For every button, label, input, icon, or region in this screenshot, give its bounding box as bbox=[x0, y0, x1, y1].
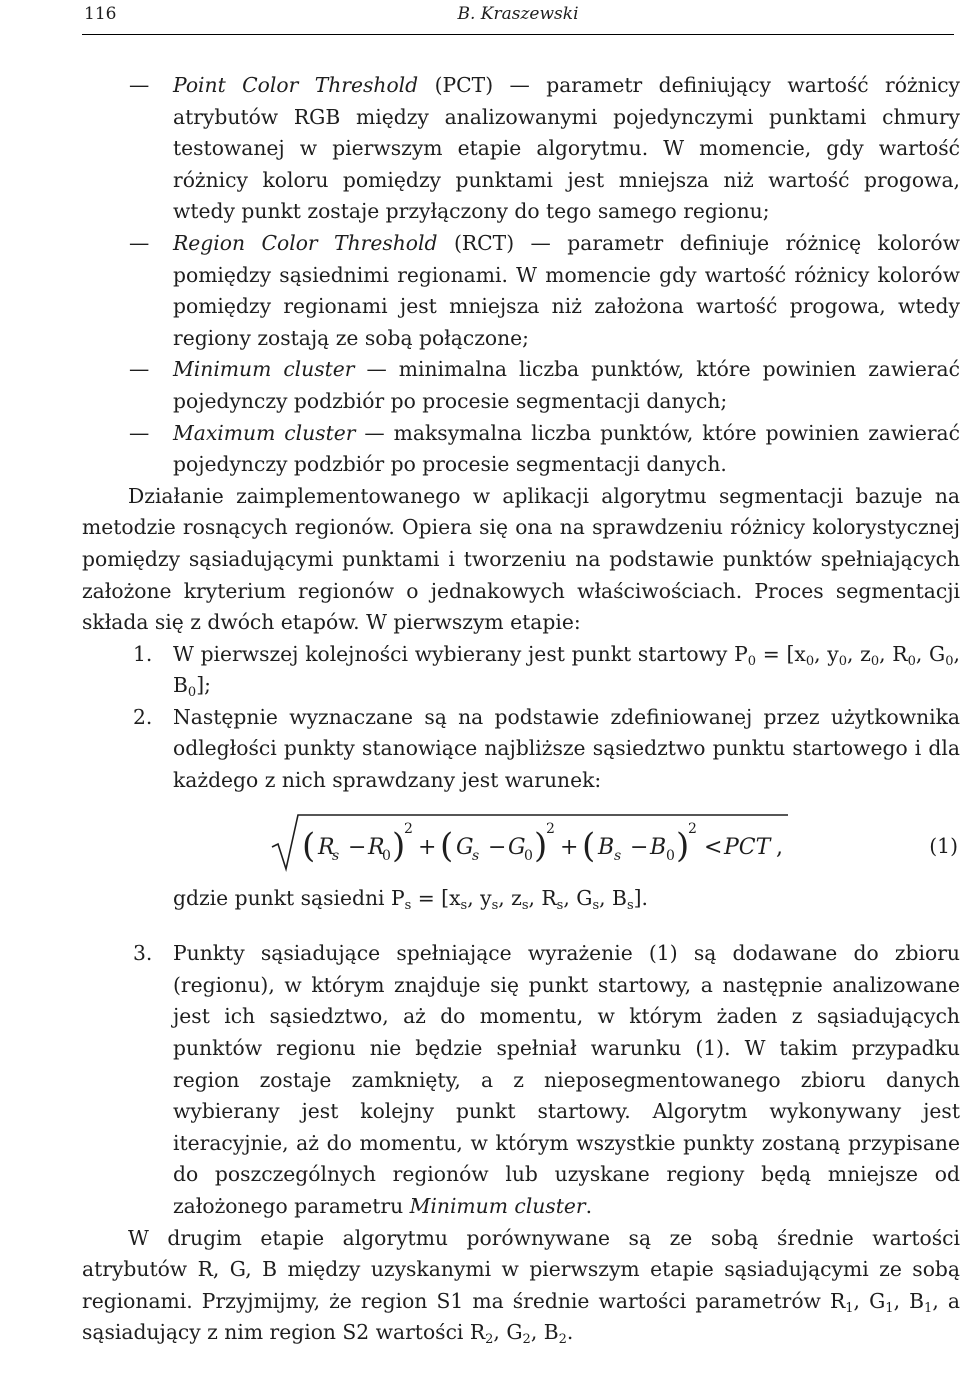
list-item: 1. W pierwszej kolejności wybierany jest punkt startowy $P_0 = [x_0$, $y_0$, $z_0$, $R_0$, $G_0$, $B_0$]; bbox=[133, 641, 960, 701]
equation-note: gdzie punkt sąsiedni $P_s = [x_s$, $y_s$, $z_s$, $R_s$, $G_s$, $B_s$]. bbox=[173, 885, 648, 913]
paragraph: Działanie zaimplementowanego w aplikacji algorytmu segmentacji bazuje na metodzie rosnących regionów. Opiera się ona na sprawdzeniu różnicy kolorystycznej pomiędzy sąsiadującymi punktami i tworzeniu na podstawie punktów spełniających założone kryterium regionów o jednakowych właściwościach. Proces segmentacji składa się z dwóch etapów. W pierwszym etapie: bbox=[82, 483, 960, 635]
svg-text:,: , bbox=[776, 834, 783, 860]
definition-term: Region Color Threshold bbox=[173, 230, 438, 255]
svg-text:): ) bbox=[392, 825, 406, 866]
definition-item: — Point Color Threshold (PCT) — parametr definiujący wartość różnicy atrybutów RGB między analizowanymi pojedynczymi punktami chmury testowanej w pierwszym etapie algorytmu. W momencie, gdy wartość różnicy koloru pomiędzy punktami jest mniejsza niż wartość progowa, wtedy punkt zostaje przyłączony do tego samego regionu; bbox=[129, 73, 960, 224]
definition-text: — minimalna liczba punktów, które powinien zawierać pojedynczy podzbiór po procesie segmentacji danych; bbox=[173, 357, 960, 413]
svg-text:s: s bbox=[472, 847, 480, 864]
definition-item: — Maximum cluster — maksymalna liczba punktów, które powinien zawierać pojedynczy podzbiór po procesie segmentacji danych. bbox=[129, 420, 960, 477]
equation-number: (1) bbox=[929, 833, 958, 858]
definition-term: Point Color Threshold bbox=[173, 73, 419, 97]
equation bbox=[270, 811, 790, 877]
list-item: 2. Następnie wyznaczane są na podstawie zdefiniowanej przez użytkownika odległości punkty stanowiące najbliższe sąsiedztwo punktu startowego i dla każdego z nich sprawdzany jest warunek: bbox=[133, 704, 960, 793]
svg-text:2: 2 bbox=[546, 820, 555, 837]
list-item: 3. Punkty sąsiadujące spełniające wyrażenie (1) są dodawane do zbioru (regionu), w którym znajduje się punkt startowy, a następnie analizowane jest ich sąsiedztwo, aż do momentu, w którym żaden z sąsiadujących punktów regionu nie będzie spełniał warunku (1). W takim przypadku region zostaje zamknięty, a z nieposegmentowanego zbioru danych wybierany jest kolejny punkt startowy. Algorytm wykonywany jest iteracyjnie, aż do momentu, w którym wszystkie punkty zostaną przypisane do poszczególnych regionów lub uzyskane regiony będą mniejsze od założonego parametru Minimum cluster. bbox=[133, 941, 960, 1218]
svg-text:0: 0 bbox=[524, 847, 533, 864]
paragraph: W drugim etapie algorytmu porównywane są ze sobą średnie wartości atrybutów R, G, B między uzyskanymi w pierwszym etapie sąsiadującymi ze sobą regionami. Przyjmijmy, że region S1 ma średnie wartości parametrów $R_1$, $G_1$, $B_1$, a sąsiadujący z nim region S2 wartości $R_2$, $G_2$, $B_2$. bbox=[82, 1225, 960, 1348]
page-number: 116 bbox=[84, 4, 117, 24]
svg-text:R: R bbox=[368, 834, 385, 860]
spacer bbox=[82, 914, 960, 938]
svg-text:R: R bbox=[318, 834, 335, 860]
svg-text:(: ( bbox=[302, 825, 316, 866]
definition-text: (PCT) — parametr definiujący wartość różnicy atrybutów RGB między analizowanymi pojedynczymi punktami chmury testowanej w pierwszym etapie algorytmu. W momencie, gdy wartość różnicy koloru pomiędzy punktami jest mniejsza niż wartość progowa, wtedy punkt zostaje przyłączony do tego samego regionu; bbox=[173, 73, 960, 224]
svg-text:−: − bbox=[488, 834, 507, 860]
definition-item: — Minimum cluster — minimalna liczba punktów, które powinien zawierać pojedynczy podzbiór po procesie segmentacji danych; bbox=[129, 357, 960, 413]
svg-text:(: ( bbox=[440, 825, 454, 866]
svg-text:(: ( bbox=[582, 825, 596, 866]
page-header bbox=[82, 0, 954, 35]
svg-text:G: G bbox=[508, 834, 526, 860]
definition-text: (RCT) — parametr definiuje różnicę kolorów pomiędzy sąsiednimi regionami. W momencie gdy wartość różnicy kolorów pomiędzy regionami jest mniejsza niż założona wartość progowa, wtedy regiony zostają ze sobą połączone; bbox=[173, 230, 960, 350]
svg-text:s: s bbox=[614, 847, 622, 864]
definition-item: — Region Color Threshold (RCT) — parametr definiuje różnicę kolorów pomiędzy sąsiednimi regionami. W momencie gdy wartość różnicy kolorów pomiędzy regionami jest mniejsza niż założona wartość progowa, wtedy regiony zostają ze sobą połączone; bbox=[129, 230, 960, 350]
svg-text:PCT: PCT bbox=[724, 834, 771, 860]
svg-text:+: + bbox=[418, 834, 437, 860]
running-author: B. Kraszewski bbox=[457, 4, 579, 24]
definition-term: Maximum cluster bbox=[173, 420, 356, 445]
svg-text:0: 0 bbox=[382, 847, 391, 864]
svg-text:B: B bbox=[598, 834, 615, 860]
svg-text:+: + bbox=[560, 834, 579, 860]
svg-text:2: 2 bbox=[404, 820, 413, 837]
svg-text:G: G bbox=[456, 834, 474, 860]
svg-text:−: − bbox=[348, 834, 367, 860]
page-body bbox=[82, 70, 960, 1349]
svg-text:s: s bbox=[332, 847, 340, 864]
svg-text:<: < bbox=[704, 834, 723, 860]
svg-text:): ) bbox=[676, 825, 690, 866]
svg-text:0: 0 bbox=[666, 847, 675, 864]
svg-text:2: 2 bbox=[688, 820, 697, 837]
svg-text:): ) bbox=[534, 825, 548, 866]
definition-text: — maksymalna liczba punktów, które powinien zawierać pojedynczy podzbiór po procesie segmentacji danych. bbox=[173, 420, 960, 477]
equation-block bbox=[82, 811, 960, 877]
definition-term: Minimum cluster bbox=[173, 357, 355, 382]
svg-text:−: − bbox=[630, 834, 649, 860]
svg-text:B: B bbox=[650, 834, 667, 860]
